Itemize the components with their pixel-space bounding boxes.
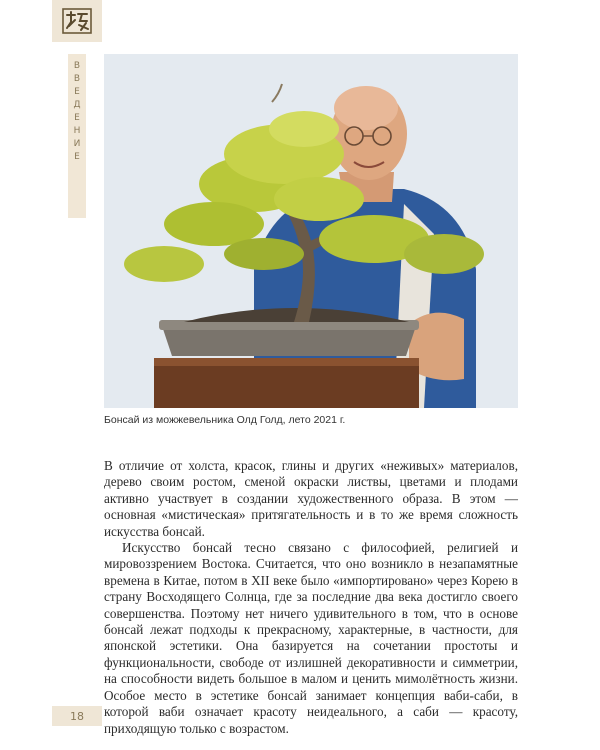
body-text bbox=[104, 458, 518, 737]
paragraph: В отличие от холста, красок, глины и других «неживых» материалов, дерево своим ростом, сменой окраски листвы, цветами и плодами активно участвует в создании художественного образа. В этом — основная «мистическая» притягательность и в то же время сложность искусства бонсай. bbox=[104, 458, 518, 539]
logo-block bbox=[52, 0, 102, 42]
bonsai-photo bbox=[104, 54, 518, 408]
bonsai-photo-illustration bbox=[104, 54, 518, 408]
paragraph: Искусство бонсай тесно связано с философией, религией и мировоззрением Востока. Считается, что оно возникло в незапамятные времена в Китае, потом в XII веке было «импортировано» через Корею в страну Восходящего Солнца, где за последние два века достигло своего совершенства. Поэтому нет ничего удивительного в том, что в основе бонсай лежат подходы к прекрасному, характерные, в частности, для японской эстетики. Она базируется на сочетании простоты и функциональности, свободе от излишней декоративности и симметрии, на способности видеть большое в малом и ценить мимолётность жизни. Особое место в эстетике бонсай занимает концепция ваби-саби, в которой ваби означает красоту неидеального, а саби — красоту, приходящую только с возрастом. bbox=[104, 540, 518, 736]
section-label-letter: В bbox=[73, 74, 81, 84]
calligraphic-seal-logo-icon bbox=[62, 8, 92, 34]
section-label-letter: Е bbox=[74, 152, 80, 162]
section-label-letter: В bbox=[73, 61, 81, 71]
section-tab bbox=[68, 54, 86, 218]
section-label bbox=[68, 60, 86, 164]
section-label-letter: Н bbox=[73, 126, 81, 136]
section-label-letter: Д bbox=[73, 100, 81, 110]
section-label-letter: Е bbox=[74, 87, 80, 97]
photo-caption: Бонсай из можжевельника Олд Голд, лето 2021 г. bbox=[104, 414, 346, 426]
page-number: 18 bbox=[52, 706, 102, 726]
section-label-letter: И bbox=[73, 139, 81, 149]
section-label-letter: Е bbox=[74, 113, 80, 123]
